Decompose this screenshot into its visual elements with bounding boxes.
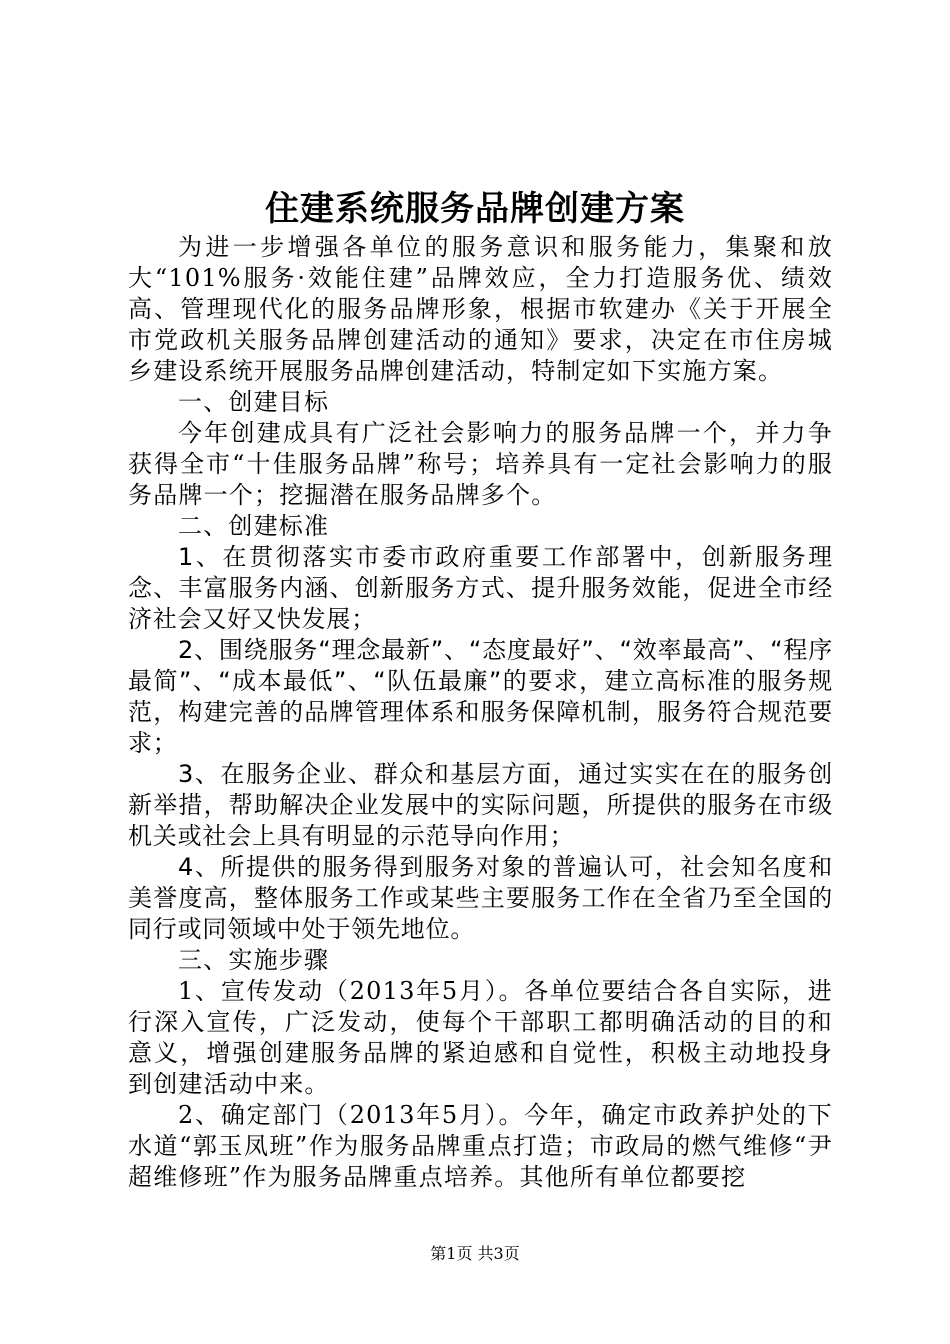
standard-item-1: 1、在贯彻落实市委市政府重要工作部署中，创新服务理念、丰富服务内涵、创新服务方式、提升服务效能，促进全市经济社会又好又快发展； — [128, 543, 833, 633]
goals-paragraph: 今年创建成具有广泛社会影响力的服务品牌一个，并力争获得全市“十佳服务品牌”称号；培养具有一定社会影响力的服务品牌一个；挖掘潜在服务品牌多个。 — [128, 419, 833, 509]
section-heading-standards: 二、创建标准 — [178, 512, 330, 540]
step-item-1: 1、宣传发动（2013年5月）。各单位要结合各自实际，进行深入宣传，广泛发动，使每个干部职工都明确活动的目的和意义，增强创建服务品牌的紧迫感和自觉性，积极主动地投身到创建活动中来。 — [128, 977, 833, 1098]
step-item-2: 2、确定部门（2013年5月）。今年，确定市政养护处的下水道“郭玉凤班”作为服务品牌重点打造；市政局的燃气维修“尹超维修班”作为服务品牌重点培养。其他所有单位都要挖 — [128, 1101, 833, 1191]
standard-item-2: 2、围绕服务“理念最新”、“态度最好”、“效率最高”、“程序最简”、“成本最低”、“队伍最廉”的要求，建立高标准的服务规范，构建完善的品牌管理体系和服务保障机制，服务符合规范要求； — [128, 636, 833, 757]
document-body — [128, 232, 833, 1193]
section-heading-goals: 一、创建目标 — [178, 388, 330, 416]
document-title: 住建系统服务品牌创建方案 — [265, 189, 685, 229]
page-footer: 第1页 共3页 — [430, 1244, 520, 1263]
standard-item-3: 3、在服务企业、群众和基层方面，通过实实在在的服务创新举措，帮助解决企业发展中的实际问题，所提供的服务在市级机关或社会上具有明显的示范导向作用； — [128, 760, 833, 850]
intro-paragraph: 为进一步增强各单位的服务意识和服务能力，集聚和放大“101%服务·效能住建”品牌效应，全力打造服务优、绩效高、管理现代化的服务品牌形象，根据市软建办《关于开展全市党政机关服务品牌创建活动的通知》要求，决定在市住房城乡建设系统开展服务品牌创建活动，特制定如下实施方案。 — [128, 233, 833, 385]
standard-item-4: 4、所提供的服务得到服务对象的普遍认可，社会知名度和美誉度高，整体服务工作或某些主要服务工作在全省乃至全国的同行或同领域中处于领先地位。 — [128, 853, 833, 943]
section-heading-steps: 三、实施步骤 — [178, 946, 330, 974]
